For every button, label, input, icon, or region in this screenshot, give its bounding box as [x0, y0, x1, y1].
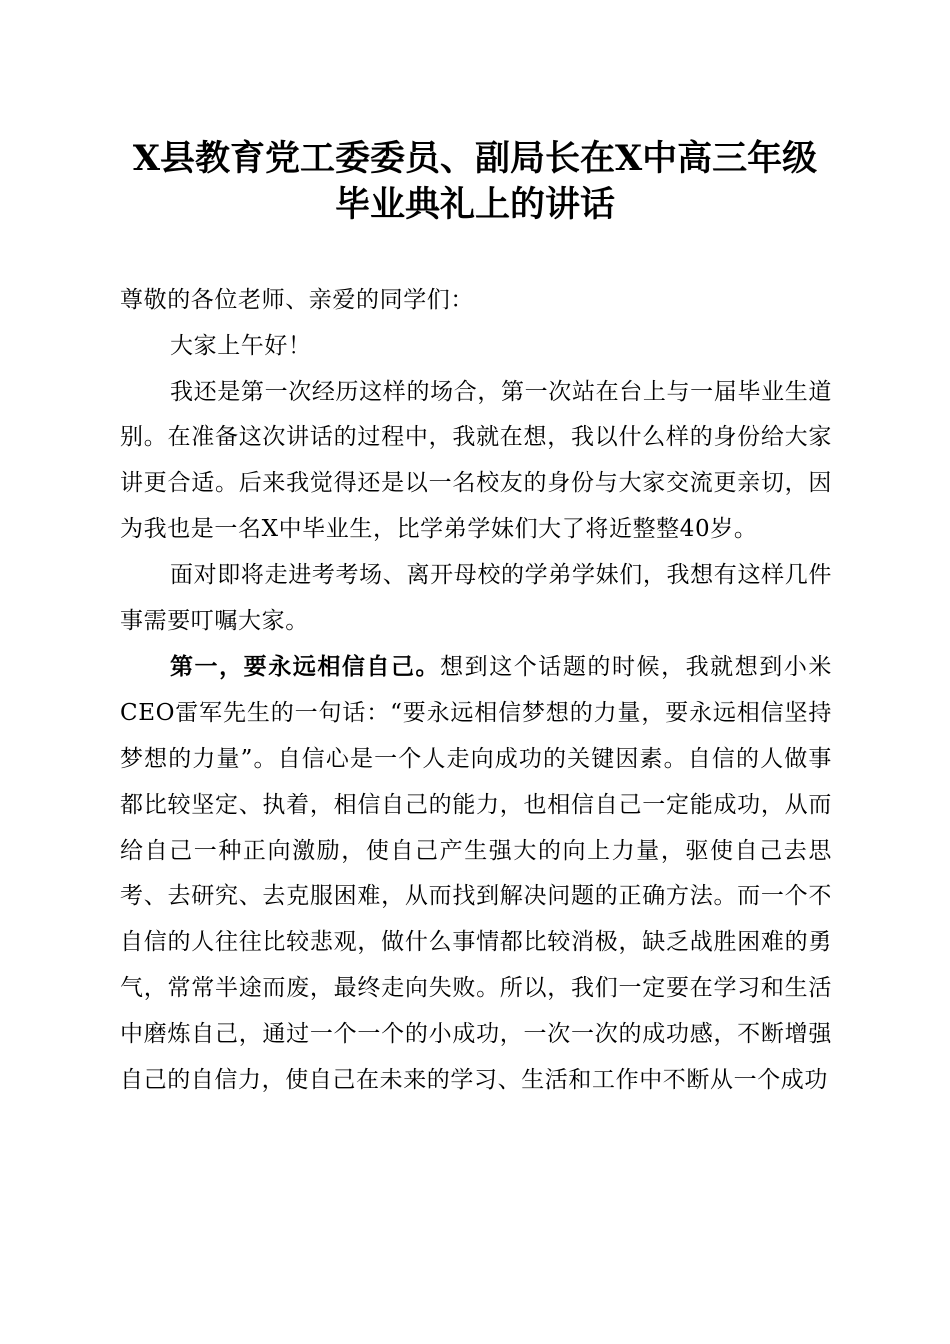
greeting: 大家上午好！ [170, 332, 312, 359]
paragraph-3 [120, 644, 832, 1103]
paragraph-2: 面对即将走进考考场、离开母校的学弟学妹们，我想有这样几件事需要叮嘱大家。 [120, 561, 832, 634]
document-title-line-1: X县教育党工委委员、副局长在X中高三年级 [132, 138, 818, 179]
paragraph-1: 我还是第一次经历这样的场合，第一次站在台上与一届毕业生道别。在准备这次讲话的过程中，我就在想，我以什么样的身份给大家讲更合适。后来我觉得还是以一名校友的身份与大家交流更亲切，因为我也是一名X中毕业生，比学弟学妹们大了将近整整40岁。 [120, 378, 832, 542]
document-title-line-2: 毕业典礼上的讲话 [334, 184, 615, 225]
paragraph-3-lead: 第一，要永远相信自己。 [170, 653, 441, 681]
paragraph-3-text: 想到这个话题的时候，我就想到小米CEO雷军先生的一句话：“要永远相信梦想的力量，要永远相信坚持梦想的力量”。自信心是一个人走向成功的关键因素。自信的人做事都比较坚定、执着，相信自己的能力，也相信自己一定能成功，从而给自己一种正向激励，使自己产生强大的向上力量，驱使自己去思考、去研究、去克服困难，从而找到解决问题的正确方法。而一个不自信的人往往比较悲观，做什么事情都比较消极，缺乏战胜困难的勇气，常常半途而废，最终走向失败。所以，我们一定要在学习和生活中磨炼自己，通过一个一个的小成功，一次一次的成功感，不断增强自己的自信力，使自己在未来的学习、生活和工作中不断从一个成功 [120, 654, 832, 1093]
document-body [120, 278, 832, 1103]
salutation: 尊敬的各位老师、亲爱的同学们： [120, 287, 474, 313]
